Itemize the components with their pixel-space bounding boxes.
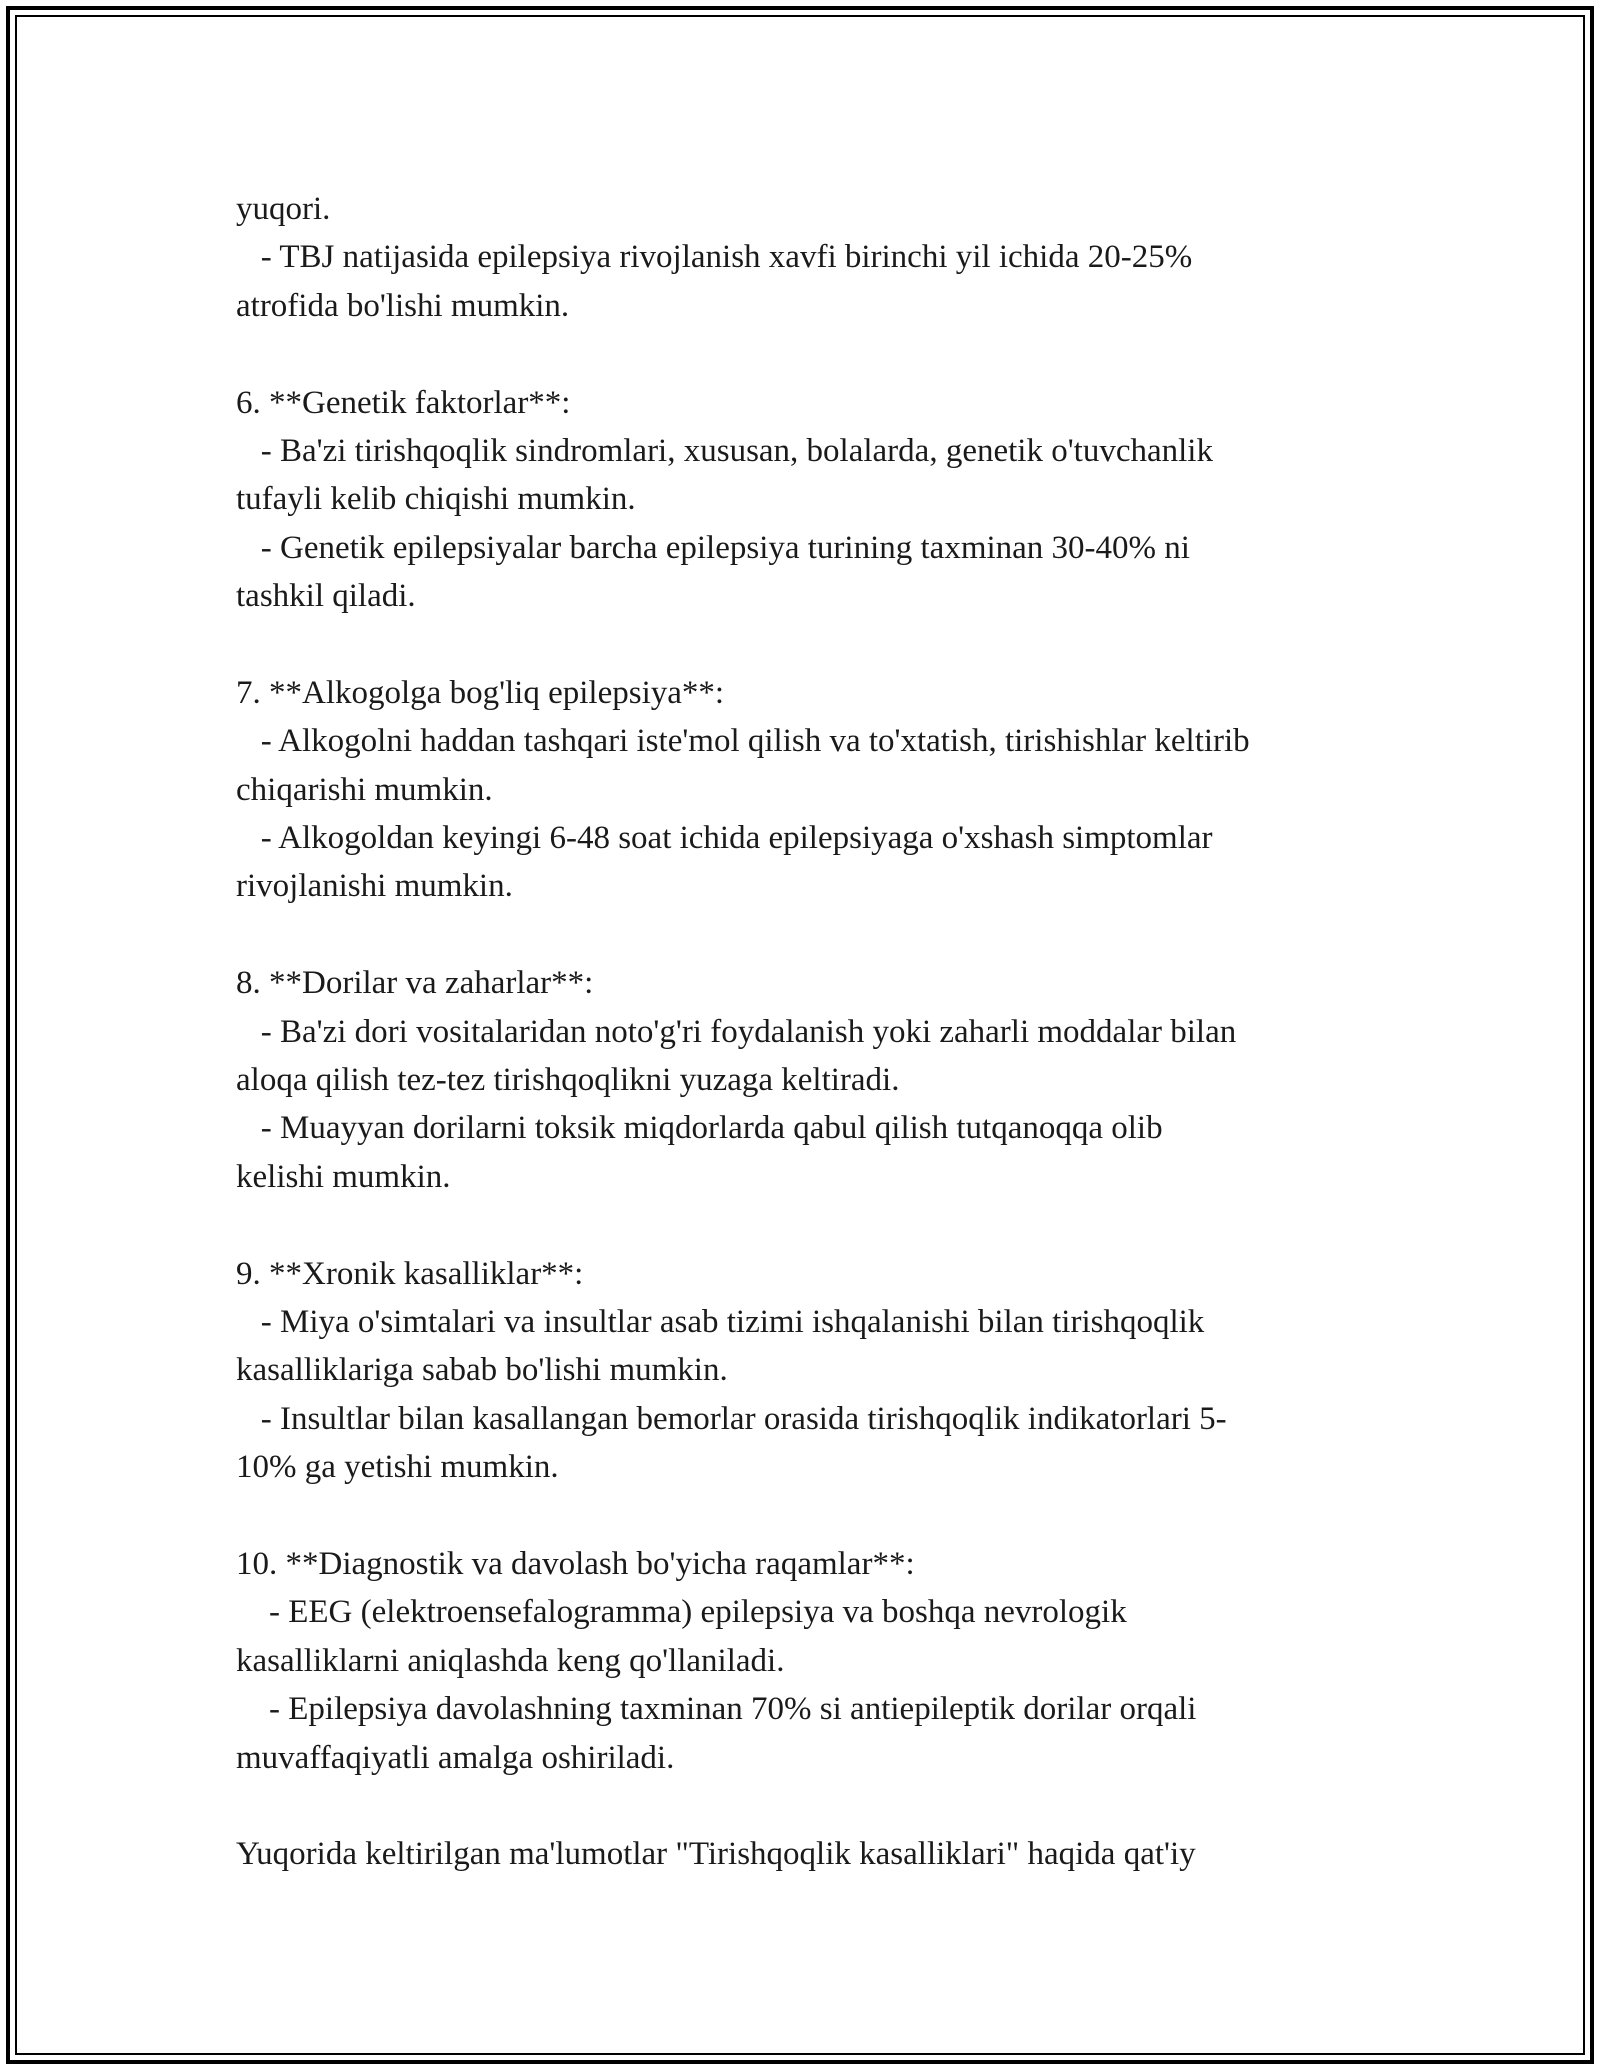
blank-line xyxy=(236,911,1386,959)
document-body xyxy=(236,185,1386,1879)
text-line: kasalliklarni aniqlashda keng qo'llaniladi. xyxy=(236,1642,785,1679)
section-heading: 7. **Alkogolga bog'liq epilepsiya**: xyxy=(236,674,725,711)
blank-line xyxy=(236,330,1386,378)
text-line: tashkil qiladi. xyxy=(236,578,416,615)
text-line: muvaffaqiyatli amalga oshiriladi. xyxy=(236,1739,675,1776)
section-heading: 8. **Dorilar va zaharlar**: xyxy=(236,965,594,1002)
section-heading: 9. **Xronik kasalliklar**: xyxy=(236,1255,584,1292)
section-heading: 10. **Diagnostik va davolash bo'yicha raqamlar**: xyxy=(236,1545,915,1582)
text-line: - EEG (elektroensefalogramma) epilepsiya va boshqa nevrologik xyxy=(236,1594,1127,1631)
text-line: kasalliklariga sabab bo'lishi mumkin. xyxy=(236,1352,728,1389)
text-line: - Epilepsiya davolashning taxminan 70% si antiepileptik dorilar orqali xyxy=(236,1691,1197,1728)
text-line: - Miya o'simtalari va insultlar asab tizimi ishqalanishi bilan tirishqoqlik xyxy=(236,1303,1205,1340)
text-line: - Ba'zi tirishqoqlik sindromlari, xususan, bolalarda, genetik o'tuvchanlik xyxy=(236,432,1213,469)
text-line: yuqori. xyxy=(236,191,331,227)
text-line: chiqarishi mumkin. xyxy=(236,771,493,808)
text-line: - Ba'zi dori vositalaridan noto'g'ri foydalanish yoki zaharli moddalar bilan xyxy=(236,1013,1237,1050)
blank-line xyxy=(236,1492,1386,1540)
blank-line xyxy=(236,1201,1386,1249)
text-line: - Muayyan dorilarni toksik miqdorlarda qabul qilish tutqanoqqa olib xyxy=(236,1110,1163,1147)
text-line: Yuqorida keltirilgan ma'lumotlar "Tirishqoqlik kasalliklari" haqida qat'iy xyxy=(236,1836,1196,1873)
text-line: rivojlanishi mumkin. xyxy=(236,868,513,905)
text-line: - Alkogoldan keyingi 6-48 soat ichida epilepsiyaga o'xshash simptomlar xyxy=(236,820,1213,857)
text-line: aloqa qilish tez-tez tirishqoqlikni yuzaga keltiradi. xyxy=(236,1062,900,1099)
blank-line xyxy=(236,1782,1386,1830)
text-line: - Alkogolni haddan tashqari iste'mol qilish va to'xtatish, tirishishlar keltirib xyxy=(236,723,1250,760)
text-line: - Genetik epilepsiyalar barcha epilepsiya turining taxminan 30-40% ni xyxy=(236,529,1190,566)
section-heading: 6. **Genetik faktorlar**: xyxy=(236,384,571,421)
text-line: - Insultlar bilan kasallangan bemorlar orasida tirishqoqlik indikatorlari 5- xyxy=(236,1400,1227,1437)
text-line: tufayli kelib chiqishi mumkin. xyxy=(236,481,636,518)
blank-line xyxy=(236,621,1386,669)
text-line: kelishi mumkin. xyxy=(236,1158,451,1195)
text-line: - TBJ natijasida epilepsiya rivojlanish xavfi birinchi yil ichida 20-25% xyxy=(236,239,1193,276)
text-line: 10% ga yetishi mumkin. xyxy=(236,1449,559,1486)
text-line: atrofida bo'lishi mumkin. xyxy=(236,287,570,324)
